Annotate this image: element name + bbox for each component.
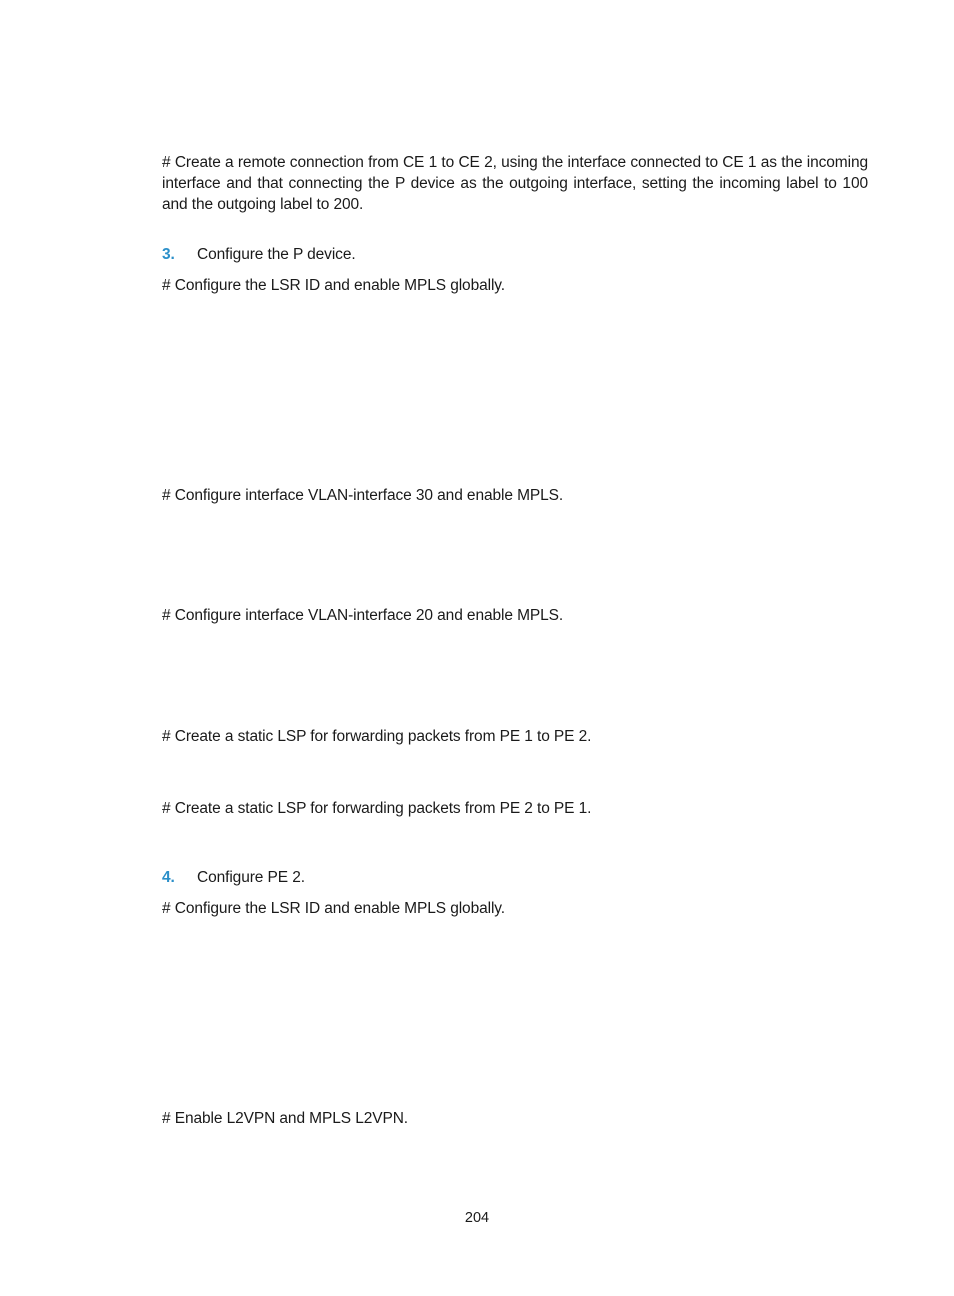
step-number: 4. (162, 869, 175, 886)
instruction-static-lsp-pe1-pe2: # Create a static LSP for forwarding packets from PE 1 to PE 2. (162, 728, 592, 745)
step-label: Configure the P device. (197, 246, 356, 263)
instruction-vlan-interface-20: # Configure interface VLAN-interface 20 and enable MPLS. (162, 607, 564, 624)
step-label: Configure PE 2. (197, 869, 305, 886)
instruction-remote-connection: # Create a remote connection from CE 1 to CE 2, using the interface connected to CE 1 as the incoming interface and that connecting the P device as the outgoing interface, setting the incoming label to 100 and the outgoing label to 200. (162, 154, 868, 213)
step-number: 3. (162, 246, 175, 263)
instruction-enable-l2vpn: # Enable L2VPN and MPLS L2VPN. (162, 1110, 409, 1127)
step-configure-p-device (162, 244, 356, 265)
step-configure-pe2 (162, 867, 305, 888)
instruction-static-lsp-pe2-pe1: # Create a static LSP for forwarding packets from PE 2 to PE 1. (162, 800, 592, 817)
page-number: 204 (464, 1210, 490, 1226)
instruction-lsr-id-pe2: # Configure the LSR ID and enable MPLS globally. (162, 900, 506, 917)
instruction-lsr-id-p: # Configure the LSR ID and enable MPLS globally. (162, 277, 506, 294)
instruction-vlan-interface-30: # Configure interface VLAN-interface 30 and enable MPLS. (162, 487, 564, 504)
